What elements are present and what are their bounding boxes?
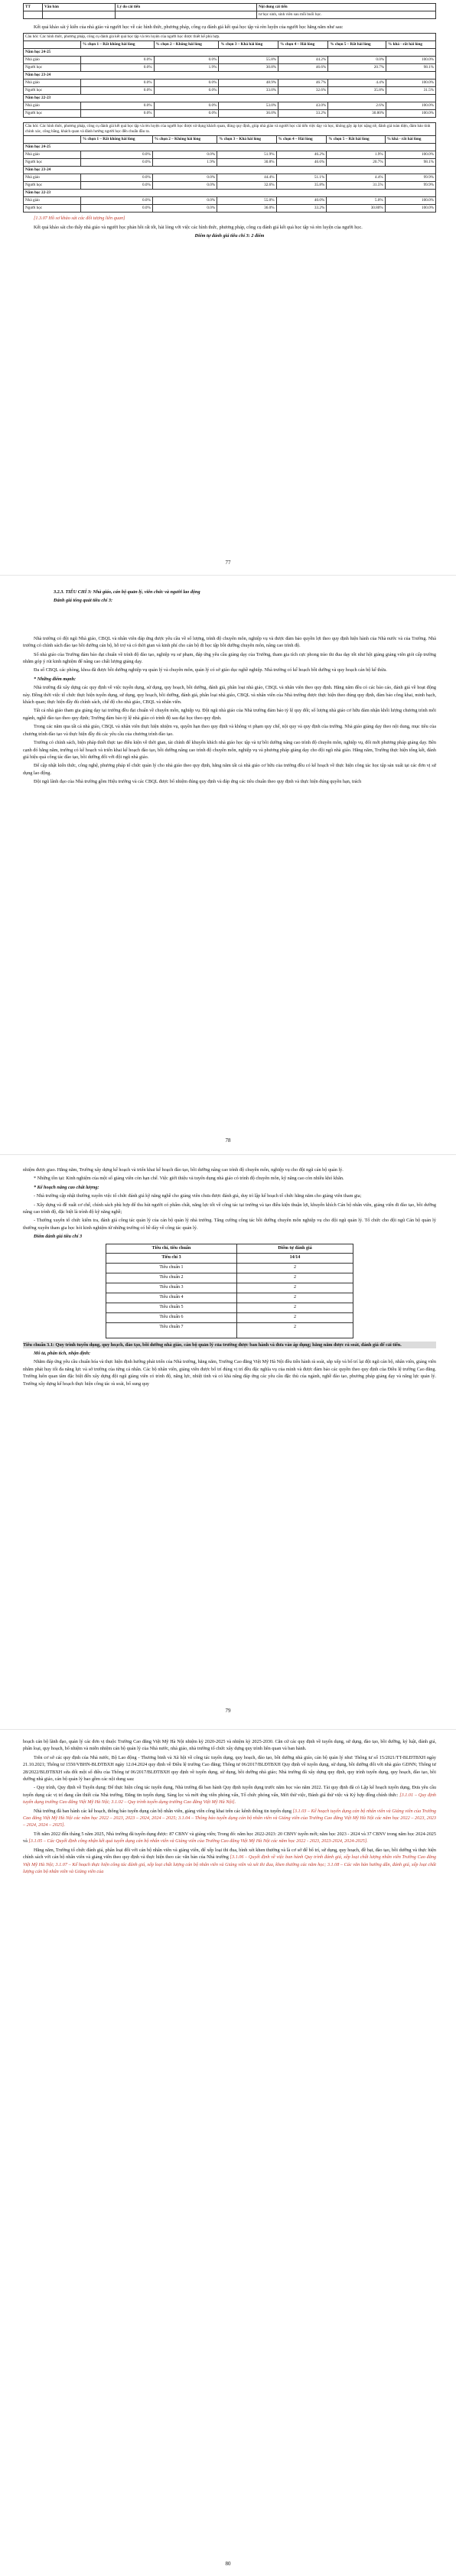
percent-cell: 31.5% — [386, 87, 436, 95]
percent-cell: 53.0% — [219, 102, 278, 110]
percent-cell: 33.2% — [276, 205, 327, 213]
survey-question: Câu hỏi: Các hình thức, phương pháp, công cụ đánh giá kết quả học tập và rèn luyện của người học được sử dụng khách quan, đúng quy định, giúp nhà giáo và người học cải tiến việc dạy và học, không gây áp lực nặng nề, đánh giá toàn diện, đảm bảo tính chính xác, công bằng, khách quan và đánh hướng người học đến chuẩn đầu ra. — [24, 123, 436, 136]
survey-col-header: % chọn 3 – Khá hài lòng — [217, 136, 276, 144]
percent-cell: 0.0% — [81, 182, 153, 190]
percent-cell: 35.8% — [328, 87, 386, 95]
percent-cell: 100.0% — [385, 205, 435, 213]
survey-col-header: % chọn 5 – Rất hài lòng — [328, 41, 386, 49]
paragraph — [23, 1808, 436, 1829]
percent-cell: 40.0% — [276, 197, 327, 205]
paragraph: Đội ngũ lãnh đạo của Nhà trường gồm Hiệu trưởng và các CBQL được bổ nhiệm đúng quy định và đáp ứng các tiêu chuẩn theo quy định và thực hiện đúng quyền hạn, trách — [34, 779, 362, 785]
survey-col-header: % khá - rất hài lòng — [385, 136, 435, 144]
paragraph: Kết quả khảo sát ý kiến của nhà giáo và người học về các hình thức, phương pháp, công cụ đánh giá kết quả học tập và rèn luyện của người học hằng năm như sau: — [34, 24, 344, 30]
table-row — [106, 1283, 353, 1293]
percent-cell: 0.0% — [152, 174, 217, 182]
score-col-criterion: Tiêu chí, tiêu chuẩn — [106, 1244, 237, 1253]
page-number: 77 — [225, 560, 231, 566]
percent-cell: 0.0% — [152, 197, 217, 205]
standard-name: Tiêu chuẩn 3 — [106, 1283, 237, 1293]
table-row — [24, 64, 436, 72]
score-col-score: Điểm tự đánh giá — [236, 1244, 353, 1253]
percent-cell: 1.9% — [327, 151, 385, 159]
percent-cell: 32.6% — [217, 182, 276, 190]
school-year-label: Năm học 24-25 — [24, 49, 436, 57]
table-row — [24, 197, 436, 205]
percent-cell: 4.4% — [327, 174, 385, 182]
paragraph: Trường có chính sách, biện pháp thiết thực tạo điều kiện về thời gian, tài chính để khuyến khích nhà giáo học tập và tự bồi dưỡng nâng cao trình độ chuyên môn, nghiệp vụ, đổi mới phương pháp giảng dạy. Bên cạnh đó hằng năm, trường có kế hoạch và triển khai kế hoạch đào tạo, bồi dưỡng nâng cao trình độ chuyên môn, nghiệp vụ và phương pháp giảng dạy cho đội ngũ nhà giáo. Hằng năm, Trường thực hiện tổng kết, đánh giá hiệu quả công tác đào tạo, bồi dưỡng đối với đội ngũ nhà giáo. — [23, 740, 436, 760]
respondent-label: Người học — [24, 110, 81, 118]
percent-cell: 0.0% — [81, 79, 155, 87]
school-year-label: Năm học 22-23 — [24, 95, 436, 102]
percent-cell: 0.0% — [152, 151, 217, 159]
criterion-score: 14/14 — [236, 1253, 353, 1263]
page-section-79 — [0, 1166, 456, 1389]
percent-cell: 31.5% — [327, 182, 385, 190]
survey-col-header: % chọn 1 – Rất không hài lòng — [81, 41, 155, 49]
plan-item: - Nhà trường cập nhật thường xuyên việc tổ chức đánh giá kỹ năng nghề cho giảng viên chưa được đánh giá, duy trì lập kế hoạch tổ chức hằng năm cho giảng viên tham gia; — [34, 1193, 362, 1199]
strengths-title: * Những điểm mạnh: — [34, 676, 77, 682]
survey-col-header: % chọn 2 – Không hài lòng — [154, 41, 219, 49]
table-row — [24, 182, 436, 190]
section-heading: 3.2.3. TIÊU CHÍ 3: Nhà giáo, cán bộ quản lý, viên chức và người lao động — [54, 589, 200, 595]
percent-cell: 0.0% — [154, 110, 219, 118]
paragraph: Trong các năm qua tất cả nhà giáo, CBQL và nhân viên thực hiện nhiệm vụ, quyền hạn theo quy định và không vi phạm quy chế, nội quy và quy định của trường. Nhà giáo giảng dạy theo nội dung, mục tiêu của chương trình đào tạo và thực hiện đầy đủ các yêu cầu của chương trình đào tạo. — [23, 724, 436, 737]
paragraph — [23, 1847, 436, 1876]
paragraph — [23, 1831, 436, 1845]
percent-cell: 30.8% — [217, 159, 276, 167]
percent-cell: 46.6% — [278, 64, 328, 72]
table-row — [24, 79, 436, 87]
table-row — [106, 1312, 353, 1322]
percent-cell: 0.0% — [81, 102, 155, 110]
page-number: 78 — [225, 1137, 231, 1144]
survey-table — [23, 33, 436, 118]
standard-name: Tiêu chuẩn 2 — [106, 1273, 237, 1283]
page-separator — [0, 1729, 456, 1730]
standard-name: Tiêu chuẩn 6 — [106, 1312, 237, 1322]
col-content: Nội dung cải tiến — [257, 4, 436, 11]
standard-score: 2 — [236, 1273, 353, 1283]
percent-cell: 20.7% — [328, 64, 386, 72]
percent-cell: 36.0% — [219, 110, 278, 118]
survey-col-header: % chọn 2 – Không hài lòng — [152, 136, 217, 144]
school-year-label: Năm học 23-24 — [24, 167, 436, 174]
percent-cell: 0.0% — [81, 197, 153, 205]
percent-cell: 100.0% — [386, 57, 436, 64]
analysis-title: Mô tả, phân tích, nhận định: — [34, 1351, 91, 1357]
evidence-ref: [1.3.07 Hồ sơ khảo sát các đối tượng liên quan] — [34, 216, 125, 222]
page-number: 80 — [225, 2561, 231, 2567]
section-subheading: Đánh giá tổng quát tiêu chí 3: — [54, 598, 113, 604]
evidence-ref: [3.1.06 – Quyết định về việc ban hành Quy trình đánh giá, xếp loại chất lượng nhân viên Trường Cao đẳng Việt Mỹ Hà Nội; 3.1.07 – Kế hoạch thực hiện công tác đánh giá, xếp loại chất lượng cán bộ nhân viên và Giảng viên và xét thi đua, khen thưởng các năm học; 3.1.08 – Các văn bản hướng dẫn, đánh giá, xếp loại chất lượng cán bộ nhân viên và Giảng viên của — [23, 1854, 437, 1874]
paragraph: Kết quả khảo sát cho thấy nhà giáo và người học phản hồi rất tốt, hài lòng với việc các hình thức, phương pháp, công cụ đánh giá kết quả học tập và rèn luyện của người học. — [34, 224, 363, 230]
percent-cell: 0.0% — [81, 87, 155, 95]
standard-name: Tiêu chuẩn 5 — [106, 1303, 237, 1312]
respondent-label: Nhà giáo — [24, 102, 81, 110]
percent-cell: 0.0% — [81, 64, 155, 72]
percent-cell: 48.9% — [219, 79, 278, 87]
paragraph: Để cập nhật kiến thức, công nghệ, phương pháp tổ chức quản lý cho nhà giáo theo quy định, hằng năm tất cả nhà giáo cơ hữu của trường đều có kế hoạch về thực hiện công tác học tập sản xuất tại các đơn vị sử dụng lao động. — [23, 763, 436, 776]
table-row — [24, 174, 436, 182]
standard-name: Tiêu chuẩn 7 — [106, 1322, 237, 1338]
col-reason: Lý do cải tiến — [116, 4, 257, 11]
table-row — [106, 1273, 353, 1283]
survey-table — [23, 122, 436, 213]
survey-col-header — [24, 136, 81, 144]
percent-cell: 46.2% — [276, 151, 327, 159]
paragraph: Số nhà giáo của Trường đảm bảo đạt chuẩn về trình độ đào tạo, nghiệp vụ sư phạm, đáp ứng yêu cầu giảng dạy của Trường, tham gia tích cực phong trào thi đua dạy tốt như hội giảng giảng viên giỏi cấp trường nhằm góp ý rút kinh nghiệm để nâng cao chất lượng giảng dạy. — [23, 651, 436, 665]
paragraph — [23, 1784, 436, 1805]
standard-score: 2 — [236, 1283, 353, 1293]
school-year-label: Năm học 22-23 — [24, 190, 436, 197]
paragraph: nhiệm được giao. Hằng năm, Trường xây dựng kế hoạch và triển khai kế hoạch đào tạo, bồi dưỡng nâng cao trình độ chuyên môn, nghiệp vụ cho đội ngũ cán bộ quản lý. — [23, 1167, 344, 1173]
page-section-77 — [0, 3, 456, 242]
survey-col-header — [24, 41, 81, 49]
table-row — [24, 87, 436, 95]
paragraph: hoạch cán bộ lãnh đạo, quản lý các đơn vị thuộc Trường Cao đẳng Việt Mỹ Hà Nội nhiệm kỳ 2020-2025 và nhiệm kỳ 2025-2030. Căn cứ các quy định về tuyển dụng, sử dụng, đào tạo, bồi dưỡng, kỷ luật, đánh giá, phân loại, quy hoạch, bổ nhiệm và miễn nhiệm cán bộ quản lý của Nhà nước, nhà giáo, nhà trường tổ chức xây dựng quy trình liên quan và ban hành. — [23, 1739, 436, 1752]
col-tt: TT — [24, 4, 43, 11]
respondent-label: Nhà giáo — [24, 151, 81, 159]
percent-cell: 1.9% — [154, 64, 219, 72]
respondent-label: Người học — [24, 159, 81, 167]
evidence-ref: [3.1.05 – Các Quyết định công nhận kết quả tuyển dụng cán bộ nhân viên và Giảng viên của Trường Cao đẳng Việt Mỹ Hà Nội các năm học 2022 - 2023, 2023-2024, 2024-2025]. — [28, 1838, 368, 1844]
percent-cell: 0.0% — [328, 57, 386, 64]
paragraph-text: - Quy trình, Quy định về Tuyển dụng: Để thực hiện công tác tuyển dụng, Nhà trường đã ban hành Quy định tuyển dụng trước năm học vào năm 2022. Tài quy định đã có Lập kế hoạch tuyển dụng, Đưa yêu cầu tuyển dụng các vị trí đang cần thiết của Nhà trường, Đăng tin tuyển dụng, Sàng lọc và mời ứng viên phỏng vấn, Tổ chức phỏng vấn, Mời thử việc, Đánh giá thử việc và Ký hợp đồng chính thức: — [23, 1785, 436, 1798]
respondent-label: Người học — [24, 182, 81, 190]
paragraph: Nhà trường có đội ngũ Nhà giáo, CBQL và nhân viên đáp ứng được yêu cầu về số lượng, trình độ chuyên môn, nghiệp vụ và được đảm bảo quyền lợi theo quy định hiện hành của Nhà nước và của Trường. Nhà trường có chính sách đào tạo bồi dưỡng cán bộ, hỗ trợ và có thời gian và kinh phí cho cán bộ đi học tập bồi dưỡng chuyên môn, nâng cao trình độ. — [23, 635, 436, 649]
paragraph: Nhằm đáp ứng yêu cầu chuẩn hóa và thực hiện định hướng phát triển của Nhà trường, hằng năm, Trường Cao đẳng Việt Mỹ Hà Nội đều tiến hành rà soát, sắp xếp và bổ trí lại đội ngũ cán bộ, nhân viên, giảng viên nhằm phát huy tối đa năng lực và sở trường của từng cá nhân. Các bộ nhân viên, giảng viên được bổ trí đúng vị trí đều đặc nghĩa vụ của mình và được đảm bảo các quyền theo quy định của Điều lệ trường Cao đẳng. Trường luôn quan tâm đặc biệt đến xây dựng đội ngũ giảng viên có trình độ, năng lực, nhiệt tình và có khả năng đáp ứng các yêu cầu đặc thù của ngành, nghề đào tạo, phương pháp giảng dạy và năng lực quản lý. Trường xây dựng kế hoạch thực hiện công tác rà soát, bổ sung quy — [23, 1359, 436, 1387]
evidence-ref: [3.1.03 – Kế hoạch tuyển dụng cán bộ nhân viên và Giảng viên của Trường Cao đẳng Việt Mỹ Hà Nội các năm học 2022 – 2023, 2023 – 2024, 2024 – 2025; 3.1.04 – Thông báo tuyển dụng cán bộ nhân viên và Giảng viên của Trường Cao đẳng Việt Mỹ Hà Nội các năm học 2022 – 2023, 2023 – 2024, 2024 – 2025]. — [23, 1808, 437, 1828]
percent-cell: 30.8% — [219, 64, 278, 72]
table-row — [24, 151, 436, 159]
percent-cell: 98.1% — [385, 159, 435, 167]
table-row — [24, 205, 436, 213]
criterion-score-table — [106, 1244, 353, 1338]
respondent-label: Người học — [24, 205, 81, 213]
percent-cell: 55.8% — [219, 57, 278, 64]
percent-cell: 20.7% — [327, 159, 385, 167]
improvement-cell: tư học sinh, sinh viên sau mỗi buổi học. — [257, 11, 436, 19]
paragraph-text: Tới năm 2022 đến tháng 5 năm 2025, Nhà trường đã tuyển dụng được: 87 CBNV và giảng viên; Trong đó: năm học 2022-2023: 20 CBNV tuyển mới; năm học 2023 - 2024 và 37 CBNV trong năm học 2024-2025 và — [23, 1831, 436, 1844]
paragraph: Đa số CBQL các phòng, khoa đã được bồi dưỡng nghiệp vụ quản lý và chuyên môn, quản lý có sở giáo dục nghề nghiệp. Nhà trường có kế hoạch bồi dưỡng và quy hoạch cán bộ kế thừa. — [34, 667, 387, 673]
percent-cell: 99.9% — [385, 174, 435, 182]
percent-cell: 0.0% — [81, 174, 153, 182]
percent-cell: 0.0% — [154, 87, 219, 95]
weaknesses-line: * Những tồn tại: Kinh nghiệm của một số giảng viên còn hạn chế. Việc giới thiệu và tuyển dụng nhà giáo có trình độ chuyên môn, kỹ năng cao còn nhiều khó khăn. — [34, 1176, 344, 1182]
table-row — [106, 1293, 353, 1303]
percent-cell: 100.0% — [386, 79, 436, 87]
page-separator — [0, 1154, 456, 1155]
percent-cell: 51.9% — [217, 151, 276, 159]
respondent-label: Nhà giáo — [24, 79, 81, 87]
score-table-title: Điểm đánh giá tiêu chí 3 — [34, 1234, 83, 1240]
percent-cell: 30.80% — [327, 205, 385, 213]
standard-name: Tiêu chuẩn 1 — [106, 1263, 237, 1273]
survey-question: Câu hỏi: Các hình thức, phương pháp, công cụ đánh giá kết quả học tập và rèn luyện của người học được thiết kế phù hợp. — [24, 34, 436, 41]
score-line: Điểm tự đánh giá tiêu chí 3: 2 điểm — [194, 233, 265, 239]
percent-cell: 0.0% — [81, 159, 153, 167]
table-row — [24, 159, 436, 167]
table-row — [24, 57, 436, 64]
survey-col-header: % chọn 4 – Hài lòng — [278, 41, 328, 49]
percent-cell: 30.80% — [328, 110, 386, 118]
paragraph: Tất cả nhà giáo tham gia giảng dạy tại trường đều đạt chuẩn về chuyên môn, nghiệp vụ. Đội ngũ nhà giáo của Nhà trường đảm bảo tỷ lệ quy đổi; số lượng nhà giáo cơ hữu đảm nhận khối lượng chương trình mỗi ngành, nghề đào tạo theo quy định; Trường đảm bảo tỷ lệ nhà giáo có trình độ sau đại học theo quy định. — [23, 708, 436, 721]
percent-cell: 55.0% — [217, 197, 276, 205]
percent-cell: 36.0% — [217, 205, 276, 213]
page-number: 79 — [225, 1708, 231, 1714]
percent-cell: 35.8% — [276, 182, 327, 190]
percent-cell: 46.7% — [278, 79, 328, 87]
respondent-label: Nhà giáo — [24, 174, 81, 182]
evidence-ref: [3.1.01 – Quy định tuyển dụng trường Cao đẳng Việt Mỹ Hà Nội; 3.1.02 – Quy trình tuyển dụng trường Cao đẳng Việt Mỹ Hà Nội]. — [23, 1792, 437, 1805]
percent-cell: 100.0% — [385, 197, 435, 205]
percent-cell: 100.0% — [385, 151, 435, 159]
percent-cell: 2.6% — [328, 102, 386, 110]
page-separator — [0, 575, 456, 576]
respondent-label: Nhà giáo — [24, 57, 81, 64]
percent-cell: 100.0% — [386, 110, 436, 118]
percent-cell: 0.0% — [154, 102, 219, 110]
standard-score: 2 — [236, 1303, 353, 1312]
survey-col-header: % khá - rất hài lòng — [386, 41, 436, 49]
paragraph: Nhà trường đã xây dựng các quy định về việc tuyển dụng, sử dụng, quy hoạch, bồi dưỡng, đánh giá, phân loại nhà giáo, CBQL và nhân viên theo quy định. Hằng năm đều có các báo cáo, đánh giá về hoạt động này. Đồng thời việc tổ chức thực hiện tuyển dụng, sử dụng, quy hoạch, bồi dưỡng, đánh giá, phân loại nhà giáo, CBQL và nhân viên của Nhà trường được thực hiện theo đúng quy định, đảm bảo công khai, minh bạch, khách quan; thực hiện đầy đủ chính sách, chế độ cho nhà giáo, CBQL và nhân viên. — [23, 685, 436, 706]
standard-score: 2 — [236, 1263, 353, 1273]
col-document: Văn bản — [43, 4, 116, 11]
paragraph-text: Nhà trường đã ban hành các kế hoạch, thông báo tuyển dụng cán bộ nhân viên, giảng viên công khai trên các kênh thông tin tuyển dụng — [34, 1808, 292, 1814]
improvement-table — [23, 3, 436, 19]
percent-cell: 98.1% — [386, 64, 436, 72]
percent-cell: 46.6% — [276, 159, 327, 167]
percent-cell: 0.0% — [81, 110, 155, 118]
percent-cell: 43.0% — [278, 102, 328, 110]
table-row — [24, 110, 436, 118]
standard-score: 2 — [236, 1293, 353, 1303]
percent-cell: 1.9% — [152, 159, 217, 167]
percent-cell: 4.4% — [328, 79, 386, 87]
table-row — [106, 1322, 353, 1338]
paragraph: Trên cơ sở các quy định của Nhà nước, Bộ Lao động - Thương binh và Xã hội về công tác tuyển dụng, quy hoạch, đào tạo, bồi dưỡng nhà giáo, cán bộ quản lý như: Thông tư số 15/2021/TT-BLĐTBXH ngày 21.10.2021; Thông tư 1550/VBHN-BLĐTBXH ngày 12.04.2024 quy định về Điều lệ trường Cao đẳng; Thông tư 06/2017/BLĐTBXH Quy định về tuyển dụng, sử dụng, bồi dưỡng đối với nhà giáo GDNN; Thông tư 28/2022/BLĐTBXH sửa đổi một số điều của Thông tư 06/2017/BLĐTBXH quy định về tuyển dụng, sử dụng, bồi dưỡng nhà giáo; Nhà trường đã xây dựng quy định, quy trình tuyển dụng, quy hoạch, đào tạo, bồi dưỡng nhà giáo, cán bộ quản lý bao gồm các nội dung sau: — [23, 1754, 436, 1783]
criterion-name: Tiêu chí 3 — [106, 1253, 237, 1263]
percent-cell: 0.0% — [152, 205, 217, 213]
survey-col-header: % chọn 5 – Rất hài lòng — [327, 136, 385, 144]
percent-cell: 5.0% — [327, 197, 385, 205]
page-section-80 — [0, 1738, 456, 1877]
page-section-78 — [0, 589, 456, 787]
percent-cell: 0.0% — [152, 182, 217, 190]
percent-cell: 0.0% — [154, 57, 219, 64]
respondent-label: Người học — [24, 64, 81, 72]
table-row — [106, 1263, 353, 1273]
percent-cell: 100.0% — [386, 102, 436, 110]
survey-col-header: % chọn 3 – Khá hài lòng — [219, 41, 278, 49]
standard-score: 2 — [236, 1312, 353, 1322]
plan-item: - Xây dựng và đề xuất cơ chế, chính sách phù hợp để thu hút người có phẩm chất, năng lực tốt về công tác tại trường và tạo điều kiện thuận lợi, khuyến khích Cán bộ nhân viên, giảng viên đi đào tạo, bồi dưỡng nâng cao trình độ, đặc biệt là trình độ kỹ năng nghề; — [23, 1202, 436, 1215]
paragraph-text: Hằng năm, Trường tổ chức đánh giá, phân loại đối với cán bộ nhân viên và giảng viên, để xếp loại thi đua, bình xét khen thưởng và là cơ sở để bổ trí, sử dụng, quy hoạch, đề bạt, đào tạo, bồi dưỡng và thực hiện chính sách với cán bộ nhân viên và giảng viên theo quy định và thực hiện theo các văn bản của Nhà trường — [23, 1847, 436, 1861]
standard-heading: Tiêu chuẩn 3.1: Quy trình tuyển dụng, quy hoạch, đào tạo, bồi dưỡng nhà giáo, cán bộ quản lý của trường được ban hành và đưa vào áp dụng; hằng năm được rà soát, đánh giá để cải tiến. — [23, 1342, 436, 1348]
respondent-label: Người học — [24, 87, 81, 95]
percent-cell: 99.9% — [385, 182, 435, 190]
respondent-label: Nhà giáo — [24, 197, 81, 205]
survey-table-usage — [23, 122, 436, 213]
survey-col-header: % chọn 4 – Hài lòng — [276, 136, 327, 144]
percent-cell: 0.0% — [154, 79, 219, 87]
percent-cell: 44.2% — [278, 57, 328, 64]
percent-cell: 0.0% — [81, 205, 153, 213]
percent-cell: 33.0% — [219, 87, 278, 95]
survey-table-design — [23, 33, 436, 118]
percent-cell: 0.0% — [81, 151, 153, 159]
school-year-label: Năm học 23-24 — [24, 72, 436, 79]
standard-score: 2 — [236, 1322, 353, 1338]
percent-cell: 51.1% — [276, 174, 327, 182]
table-row — [24, 102, 436, 110]
percent-cell: 44.4% — [217, 174, 276, 182]
percent-cell: 33.2% — [278, 110, 328, 118]
standard-name: Tiêu chuẩn 4 — [106, 1293, 237, 1303]
plan-title: * Kế hoạch nâng cao chất lượng: — [34, 1184, 99, 1190]
table-row — [106, 1303, 353, 1312]
percent-cell: 0.0% — [81, 57, 155, 64]
school-year-label: Năm học 24-25 — [24, 144, 436, 151]
plan-item: - Thường xuyên tổ chức kiểm tra, đánh giá công tác quản lý của cán bộ quản lý nhà trường. Tăng cường công tác bồi dưỡng chuyên môn nghiệp vụ cho đội ngũ quản lý. Tổ chức cho đội ngũ Cán bộ quản lý thường xuyên tham gia học hỏi kinh nghiệm từ những trường có bề dày về công tác quản lý. — [23, 1218, 436, 1231]
percent-cell: 32.6% — [278, 87, 328, 95]
survey-col-header: % chọn 1 – Rất không hài lòng — [81, 136, 153, 144]
